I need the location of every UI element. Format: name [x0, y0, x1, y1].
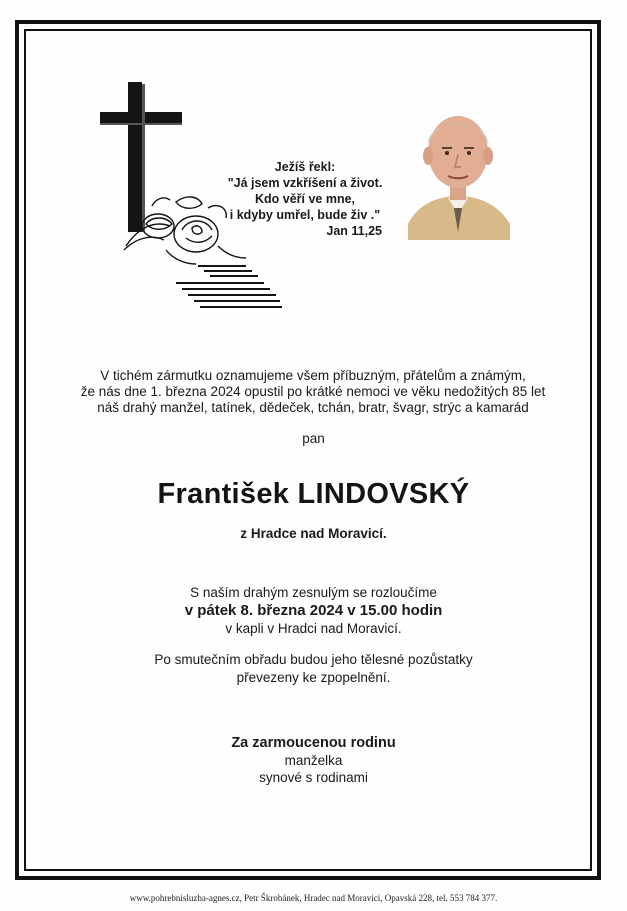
farewell-datetime: v pátek 8. března 2024 v 15.00 hodin: [184, 602, 443, 619]
announcement-line: náš drahý manžel, tatínek, dědeček, tchán, bratr, švagr, strýc a kamarád: [97, 400, 529, 415]
quote-line: Kdo věří ve mne,: [254, 192, 356, 206]
farewell-details: [0, 584, 627, 637]
quote-intro: Ježíš řekl:: [274, 160, 336, 174]
deceased-name: František LINDOVSKÝ: [157, 478, 470, 510]
cross-icon: [100, 82, 182, 232]
quote-source: Jan 11,25: [326, 224, 382, 238]
family-signature: [0, 734, 627, 786]
quote-line: "Já jsem vzkříšení a život.: [227, 176, 383, 190]
cremation-note: [0, 651, 627, 687]
cremation-line: Po smutečním obřadu budou jeho tělesné pozůstatky: [154, 652, 473, 667]
family-member: synové s rodinami: [259, 770, 368, 785]
announcement-text: [40, 368, 586, 416]
farewell-intro: S naším drahým zesnulým se rozloučíme: [190, 585, 437, 600]
portrait-photo: [404, 100, 512, 240]
cremation-line: převezeny ke zpopelnění.: [236, 670, 391, 685]
announcement-line: že nás dne 1. března 2024 opustil po krátké nemoci ve věku nedožitých 85 let: [80, 384, 546, 399]
announcement-line: V tichém zármutku oznamujeme všem příbuzným, přátelům a známým,: [100, 368, 526, 383]
family-heading: Za zarmoucenou rodinu: [231, 735, 396, 751]
family-member: manželka: [284, 753, 343, 768]
quote-line: i kdyby umřel, bude živ .": [229, 208, 381, 222]
farewell-place: v kapli v Hradci nad Moravicí.: [225, 621, 402, 636]
steps-icon: [176, 266, 282, 307]
deceased-title: pan: [302, 431, 325, 446]
deceased-origin: z Hradce nad Moravicí.: [240, 526, 387, 541]
bible-quote: [220, 159, 390, 239]
funeral-service-footer: www.pohrebnisluzba-agnes.cz, Petr Škrobánek, Hradec nad Moravicí, Opavská 228, tel. 553 784 377.: [129, 893, 498, 903]
